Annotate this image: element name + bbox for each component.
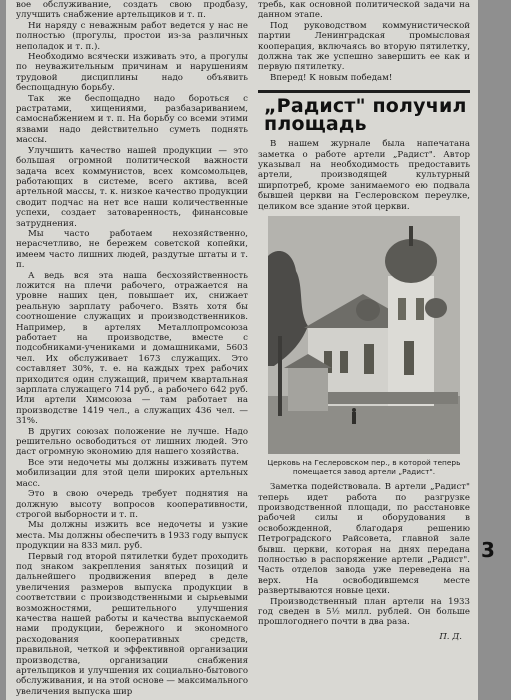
photo-caption: Церковь на Геслеровском пер., в которой теперь помещается завод артели „Радист". [267, 458, 461, 477]
church-photo [268, 216, 460, 454]
article-paragraph: Производственный план артели на 1933 год сведен в 5½ милл. рублей. Он больше прошлогоднего почти в два раза. [258, 596, 470, 628]
right-column [258, 0, 470, 642]
paragraph: Первый год второй пятилетки будет проходить под знаком закрепления занятых позиций и дальнейшего продвижения вперед в деле увеличения размеров выпуска продукции в соответствии с производственными и сырьевыми возможностями, решительного улучшения качества нашей работы и качества выпускаемой нами продукции, бережного и экономного расходования кооперативных средств, правильной, четкой и эффективной организации производства, организации снабжения артельщиков и улучшения их социально-бытового обслуживания, и на этой основе — максимального увеличения выпуска шир [16, 551, 248, 697]
journal-page [6, 0, 478, 700]
paragraph: А ведь вся эта наша бесхозяйственность ложится на плечи рабочего, отражается на уровне наших цен, повышает их, снижает реальную зарплату рабочего. Взять хотя бы соотношение служащих и производственников. Например, в артелях Металлопромсоюза работает на производстве, вместе с подсобниками-учениками и домашниками, 5603 чел. Их обслуживает 1673 служащих. Это составляет 30%, т. е. на каждых трех рабочих приходится один служащий, причем квартальная зарплата служащего 714 руб., а рабочего 642 руб. Или артели Химсоюза — там работает на производстве 1419 чел., а служащих 436 чел. — 31%. [16, 270, 248, 427]
paragraph: Мы должны изжить все недочеты и узкие места. Мы должны обеспечить в 1933 году выпуск продукции на 833 мил. руб. [16, 520, 248, 552]
paragraph: Улучшить качество нашей продукции — это большая огромной политической важности задача всех коммунистов, всех комсомольцев, работающих в системе, всего актива, всей артельной массы, т. к. низкое качество продукции сводит подчас на нет все наши количественные успехи, создает затоваренность, финансовые затруднения. [16, 145, 248, 229]
paragraph: вое обслуживание, создать свою продбазу, улучшить снабжение артельщиков и т. п. [16, 0, 248, 21]
paragraph: Под руководством коммунистической партии Ленинградская промысловая кооперация, включаясь во вторую пятилетку, должна так же успешно завершить ее как и первую пятилетку. [258, 20, 470, 73]
article-headline: „Радист" получил площадь [264, 95, 467, 136]
article-intro: В нашем журнале была напечатана заметка о работе артели „Радист". Автор указывал на необходимость предоставить артели, производящей культурный ширпотреб, кроме занимаемого ею подвала бывшей церкви на Геслеровском переулке, целиком все здание этой церкви. [258, 139, 470, 212]
paragraph: Все эти недочеты мы должны изживать путем мобилизации для этой цели широких артельных масс. [16, 457, 248, 489]
paragraph: Мы часто работаем нехозяйственно, нерасчетливо, не бережем советской копейки, имеем часто лишних людей, раздутые штаты и т. п. [16, 228, 248, 271]
page-number: 3 [481, 538, 495, 562]
paragraph: Ни наряду с неважным работ ведется у нас не полностью (прогулы, простои из-за различных неполадок и т. п.). [16, 20, 248, 52]
paragraph: Это в свою очередь требует поднятия на должную высоту вопросов кооперативности, строгой выборности и т. п. [16, 489, 248, 520]
paragraph: Необходимо всячески изживать это, а прогулы по неуважительным причинам и нарушениям трудовой дисциплины надо объявить беспощадную борьбу. [16, 52, 248, 94]
article-paragraph: Заметка подействовала. В артели „Радист" теперь идет работа по разгрузке производственной площади, по расстановке рабочей силы и оборудования в освобожденной, благодаря решению Петроградского Райсовета, главной зале бывш. церкви, которая на днях передана полностью в распоряжение артели „Радист". Часть отделов завода уже переведена на верх. На освободившемся месте развертываются новые цехи. [258, 482, 470, 597]
author-signature: П. Д. [439, 631, 462, 642]
paragraph: Так же беспощадно надо бороться с растратами, хищениями, разбазариванием, самоснабжением и т. п. На борьбу со всеми этими язвами надо действительно суметь поднять массы. [16, 93, 248, 146]
section-divider [258, 90, 470, 93]
left-column [16, 0, 248, 697]
paragraph: требь, как основной политической задачи на данном этапе. [258, 0, 470, 21]
greeting: Вперед! К новым победам! [270, 72, 393, 83]
church-illustration [268, 216, 460, 454]
paragraph: В других союзах положение не лучше. Надо решительно освободиться от лишних людей. Это даст огромную экономию для нашего хозяйства. [16, 426, 248, 458]
